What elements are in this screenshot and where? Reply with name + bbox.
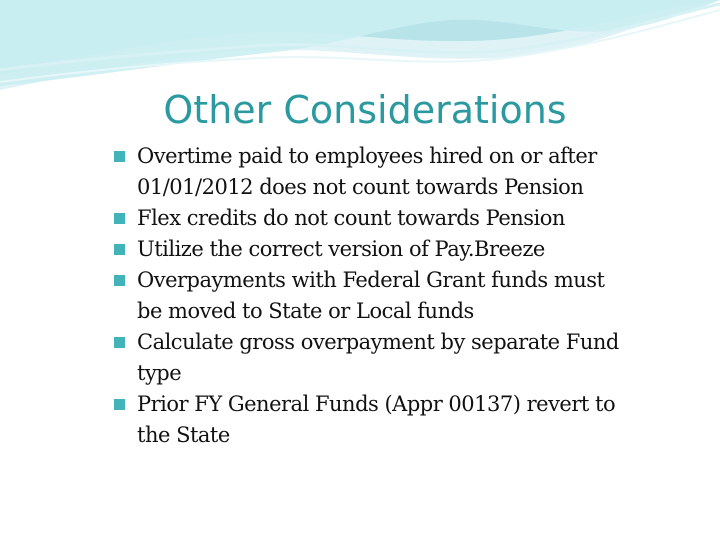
slide-title: Other Considerations: [163, 88, 567, 132]
bullet-text: Overtime paid to employees hired on or after 01/01/2012 does not count towards Pension: [137, 144, 597, 199]
bullet-text: Utilize the correct version of Pay.Breeze: [137, 237, 545, 261]
square-bullet-icon: [114, 399, 125, 410]
square-bullet-icon: [114, 151, 125, 162]
bullet-text: Calculate gross overpayment by separate Fund type: [137, 330, 619, 385]
bullet-item-overpayments: [110, 265, 630, 327]
square-bullet-icon: [114, 213, 125, 224]
square-bullet-icon: [114, 275, 125, 286]
bullet-text: Overpayments with Federal Grant funds must be moved to State or Local funds: [137, 268, 605, 323]
bullet-item-general-funds: [110, 389, 630, 451]
bullet-item-overtime: [110, 141, 630, 203]
bullet-text: Prior FY General Funds (Appr 00137) revert to the State: [137, 392, 616, 447]
bullet-item-flex-credits: [110, 203, 630, 234]
square-bullet-icon: [114, 244, 125, 255]
bullet-text: Flex credits do not count towards Pension: [137, 206, 565, 230]
square-bullet-icon: [114, 337, 125, 348]
bullet-item-pay-breeze: [110, 234, 630, 265]
bullet-list: [110, 141, 630, 451]
bullet-item-gross-overpayment: [110, 327, 630, 389]
